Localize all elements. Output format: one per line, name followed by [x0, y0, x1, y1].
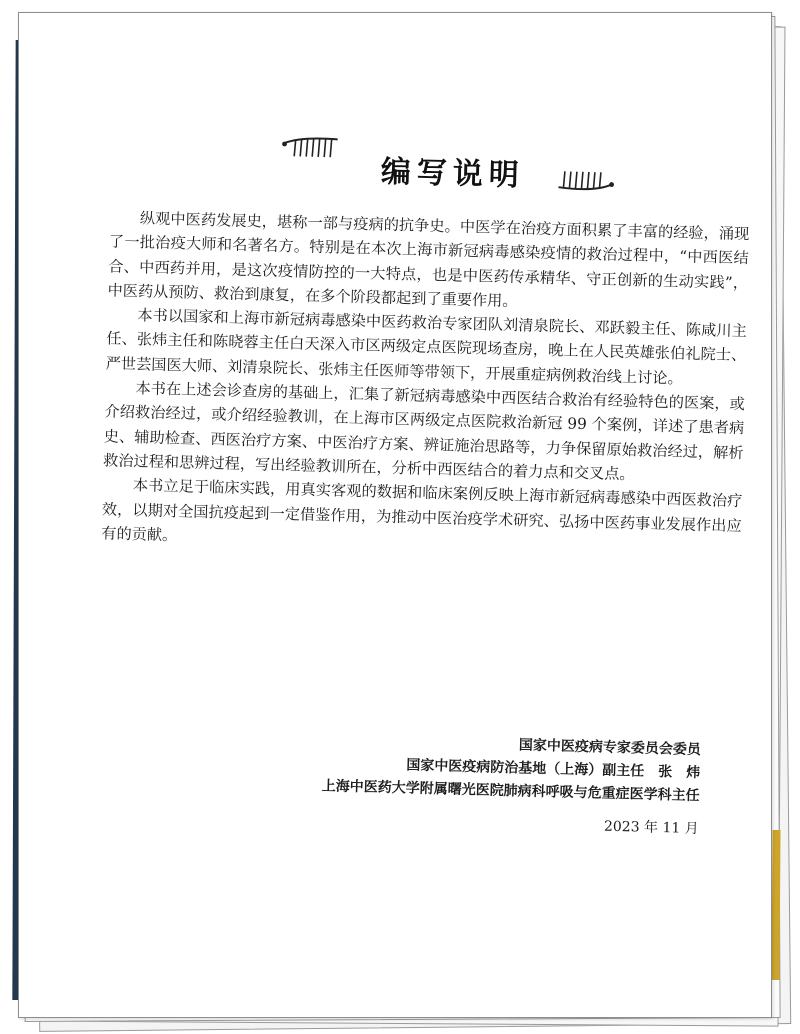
signature-date: 2023 年 11 月 — [603, 818, 699, 838]
document-page — [18, 12, 772, 1018]
paragraph: 本书在上述会诊查房的基础上，汇集了新冠病毒感染中西医结合救治有经验特色的医案，或介绍救治经过，或介绍经验教训，在上海市区两级定点医院救治新冠 99 个案例，详述了患者病史、辅助检查、西医治疗方案、中医治疗方案、辨证施治思路等，力争保留原始救治经过，解析救治过程和思辨过程，写出经验教训所在，分析中西医结合的着力点和交叉点。 — [102, 379, 746, 484]
signature-block — [179, 726, 701, 842]
page-content — [18, 12, 772, 1018]
signature-line: 上海中医药大学附属曙光医院肺病科呼吸与危重症医学科主任 — [321, 778, 700, 805]
paragraph: 本书立足于临床实践，用真实客观的数据和临床案例反映上海市新冠病毒感染中西医救治疗效，以期对全国抗疫起到一定借鉴作用，为推动中医治疫学术研究、弘扬中医药事业发展作出应有的贡献。 — [101, 476, 743, 545]
cover-edge-gold — [771, 830, 780, 980]
paragraph: 纵观中医药发展史，堪称一部与疫病的抗争史。中医学在治疫方面积累了丰富的经验，涌现了一批治疫大师和名著名方。特别是在本次上海市新冠病毒感染疫情的救治过程中，“中西医结合、中西药并用，是这次疫情防控的一大特点，也是中医药传承精华、守正创新的生动实践”，中医药从预防、救治到康复，在多个阶段都起到了重要作用。 — [107, 209, 750, 311]
bamboo-ornament-icon — [281, 134, 340, 162]
page-title: 编写说明 — [380, 154, 526, 194]
signature-line: 国家中医疫病专家委员会委员 — [518, 737, 702, 759]
paragraph: 本书以国家和上海市新冠病毒感染中医药救治专家团队刘清泉院长、邓跃毅主任、陈咸川主任、张炜主任和陈晓蓉主任白天深入市区两级定点医院现场查房，晚上在人民英雄张伯礼院士、严世芸国医大师、刘清泉院长、张炜主任医师等带领下，开展重症病例救治线上讨论。 — [105, 306, 748, 388]
body-text — [101, 205, 750, 562]
bamboo-ornament-icon — [556, 167, 615, 195]
title-block — [280, 130, 621, 199]
signature-line: 国家中医疫病防治基地（上海）副主任 张 炜 — [406, 757, 701, 782]
